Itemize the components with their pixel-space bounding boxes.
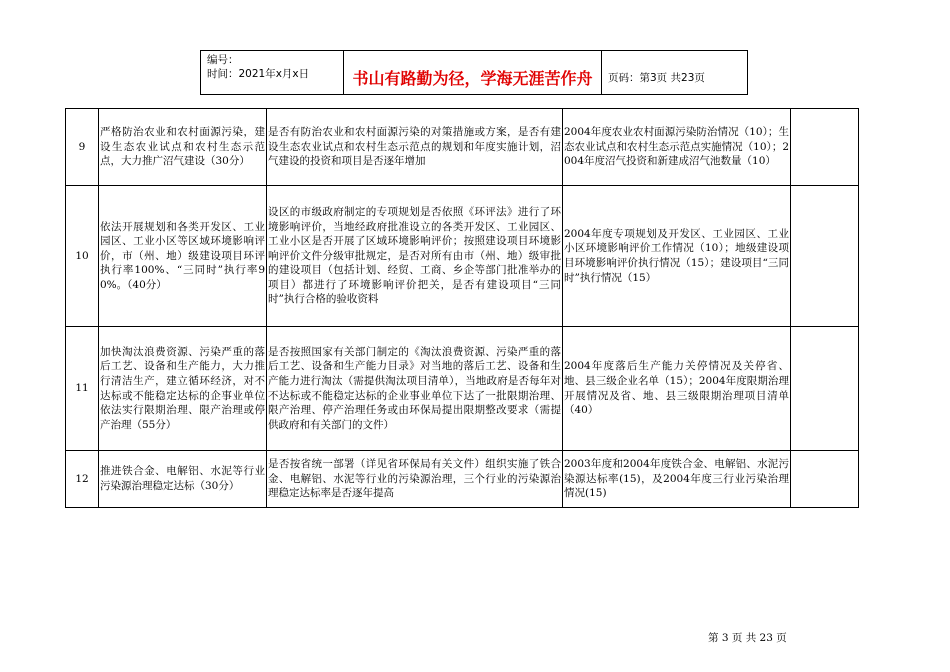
page-footer: 第 3 页 共 23 页 — [708, 632, 787, 644]
serial-label: 编号： — [207, 54, 239, 66]
row-score-cell — [791, 451, 859, 508]
header-page-code: 页码：第3页 共23页 — [608, 72, 705, 84]
row-standard: 设区的市级政府制定的专项规划是否依照《环评法》进行了环境影响评价，当地经政府批准设立的各类开发区、工业园区、工业小区是否开展了区域环境影响评价；按照建设项目环境影响评价文件分级审批规定，是否对所有由市（州、地）级审批的建设项目（包括计划、经贸、工商、乡企等部门批准举办的项目）都进行了环境影响评价把关，是否有建设项目“三同时”执行合格的验收资料 — [267, 186, 563, 327]
header-meta — [201, 51, 344, 94]
row-score-cell — [791, 327, 859, 451]
row-standard: 是否按省统一部署（详见省环保局有关文件）组织实施了铁合金、电解铝、水泥等行业的污染源治理，三个行业的污染源治理稳定达标率是否逐年提高 — [267, 451, 563, 508]
row-number: 12 — [66, 451, 99, 508]
row-item: 加快淘汰浪费资源、污染严重的落后工艺、设备和生产能力，大力推行清洁生产，建立循环经济，对不达标或不能稳定达标的企事业单位依法实行限期治理、限产治理或停产治理（55分） — [99, 327, 267, 451]
row-materials: 2003年度和2004年度铁合金、电解铝、水泥污染源达标率(15)，及2004年度三行业污染治理情况(15) — [563, 451, 791, 508]
header-motto: 书山有路勤为径，学海无涯苦作舟 — [344, 51, 602, 94]
document-header — [200, 50, 748, 95]
row-number: 11 — [66, 327, 99, 451]
table-row — [66, 109, 859, 186]
row-materials: 2004年度农业农村面源污染防治情况（10）；生态农业试点和农村生态示范点实施情况（10）；2004年度沼气投资和新建成沼气池数量（10） — [563, 109, 791, 186]
row-materials: 2004年度专项规划及开发区、工业园区、工业小区环境影响评价工作情况（10）；地级建设项目环境影响评价执行情况（15）；建设项目“三同时”执行情况（15） — [563, 186, 791, 327]
row-materials: 2004年度落后生产能力关停情况及关停省、地、县三级企业名单（15）；2004年度限期治理开展情况及省、地、县三级限期治理项目清单（40） — [563, 327, 791, 451]
row-standard: 是否有防治农业和农村面源污染的对策措施或方案，是否有建设生态农业试点和农村生态示范点的规划和年度实施计划，沼气建设的投资和项目是否逐年增加 — [267, 109, 563, 186]
row-score-cell — [791, 186, 859, 327]
time-label: 时间：2021年x月x日 — [207, 68, 310, 80]
row-score-cell — [791, 109, 859, 186]
table-row — [66, 451, 859, 508]
row-number: 10 — [66, 186, 99, 327]
row-number: 9 — [66, 109, 99, 186]
row-item: 严格防治农业和农村面源污染，建设生态农业试点和农村生态示范点，大力推广沼气建设（30分） — [99, 109, 267, 186]
row-item: 推进铁合金、电解铝、水泥等行业污染源治理稳定达标（30分） — [99, 451, 267, 508]
table-row — [66, 327, 859, 451]
table-row — [66, 186, 859, 327]
row-standard: 是否按照国家有关部门制定的《淘汰浪费资源、污染严重的落后工艺、设备和生产能力目录》对当地的落后工艺、设备和生产能力进行淘汰（需提供淘汰项目清单），当地政府是否每年对不达标或不能稳定达标的企业事业单位下达了一批限期治理、限产治理、停产治理任务或由环保局提出限期整改要求（需提供政府和有关部门的文件） — [267, 327, 563, 451]
row-item: 依法开展规划和各类开发区、工业园区、工业小区等区域环境影响评价，市（州、地）级建设项目环评执行率100%、“三同时”执行率90%。（40分） — [99, 186, 267, 327]
assessment-table — [65, 108, 859, 508]
